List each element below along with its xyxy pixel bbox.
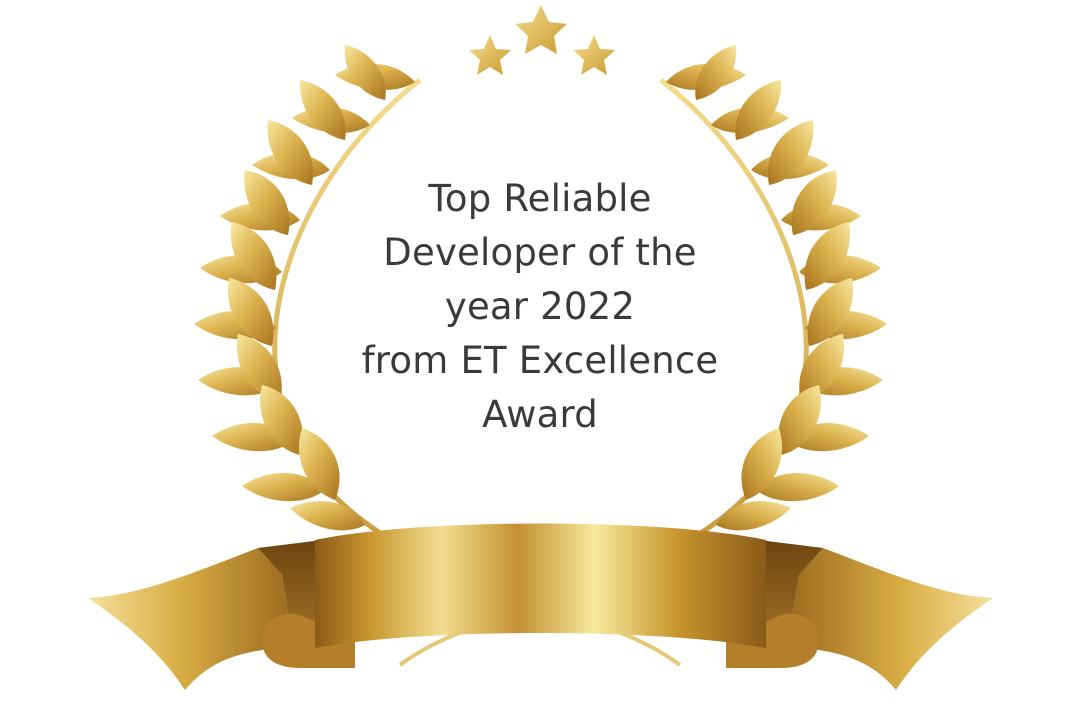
leaf-icon	[345, 45, 386, 100]
award-line-3: year 2022	[444, 285, 636, 328]
award-title	[290, 172, 790, 442]
star-icon	[573, 35, 615, 75]
leaf-icon	[695, 45, 736, 100]
ribbon-band	[315, 524, 766, 649]
stars	[469, 5, 615, 75]
ribbon-banner	[88, 524, 993, 691]
leaf-icon	[716, 501, 791, 530]
star-icon	[469, 35, 511, 75]
ribbon-tail-left	[88, 548, 292, 690]
award-line-1: Top Reliable	[428, 177, 652, 220]
award-line-2: Developer of the	[383, 231, 697, 274]
award-line-5: Award	[482, 393, 598, 436]
award-line-4: from ET Excellence	[361, 339, 719, 382]
ribbon-tail-right	[789, 548, 993, 690]
leaf-icon	[290, 501, 365, 530]
star-icon	[515, 5, 567, 54]
